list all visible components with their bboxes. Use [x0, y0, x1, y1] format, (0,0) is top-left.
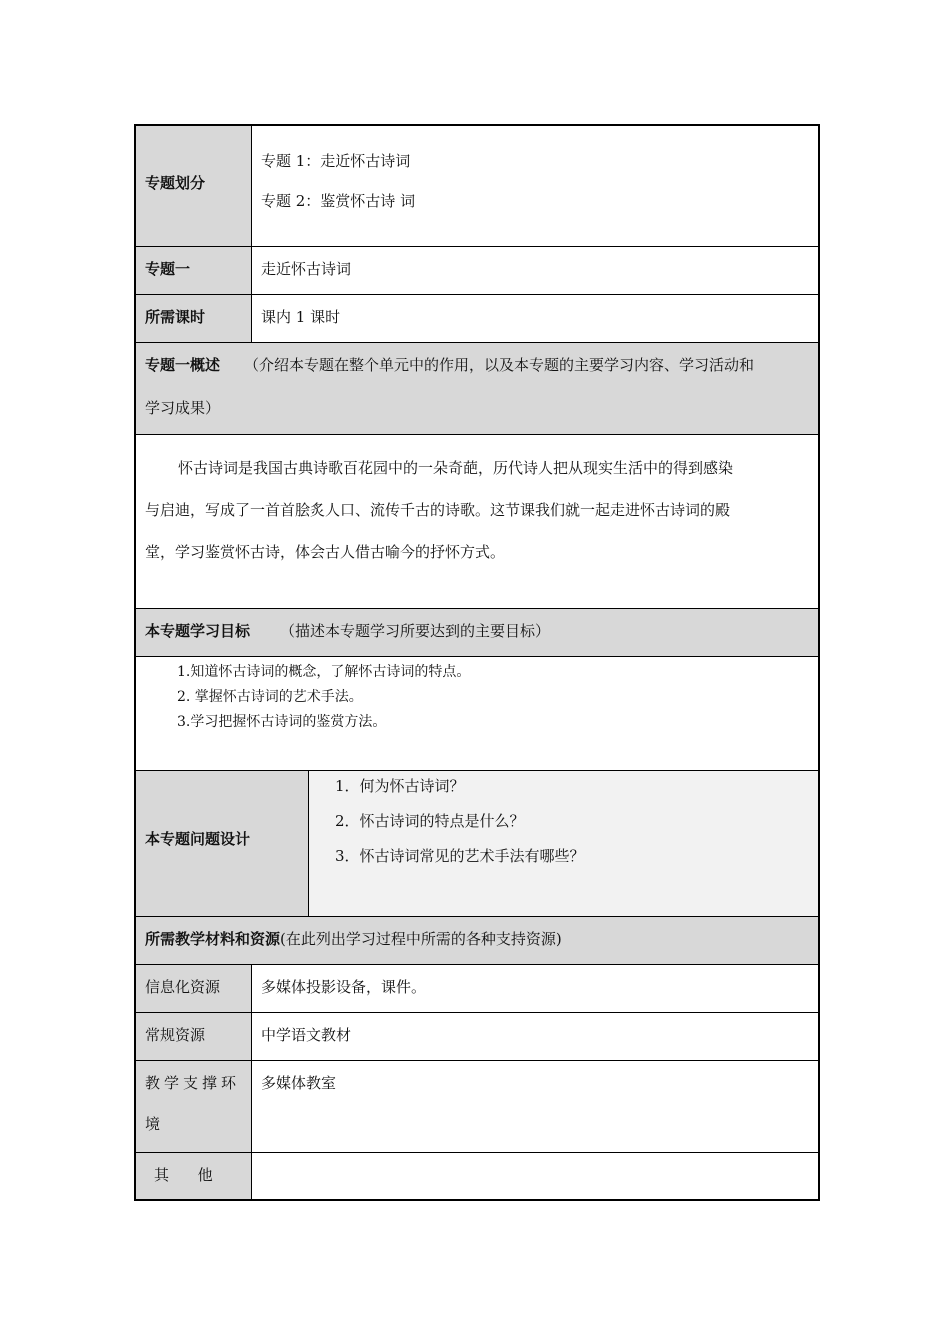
row-goals-list	[136, 657, 818, 771]
resources-label	[145, 928, 562, 949]
goals-hint: （描述本专题学习所要达到的主要目标）	[280, 622, 551, 640]
resource-environment-label-line1: 教学支撑环	[145, 1074, 241, 1092]
resource-environment-label-line2: 境	[145, 1115, 161, 1133]
resource-digital-label-cell	[136, 965, 252, 1012]
row-overview-header	[136, 343, 818, 435]
overview-body-line2: 与启迪，写成了一首首脍炙人口、流传千古的诗歌。这节课我们就一起走进怀古诗词的殿	[145, 501, 731, 519]
row-overview-body	[136, 435, 818, 609]
question-item-2: 2．怀古诗词的特点是什么？	[335, 812, 525, 830]
topic-one-value: 走近怀古诗词	[261, 260, 352, 278]
questions-label: 本专题问题设计	[145, 830, 251, 848]
row-goals-header	[136, 609, 818, 657]
resource-environment-label-cell	[136, 1061, 252, 1152]
resource-digital-value: 多媒体投影设备，课件。	[261, 978, 427, 996]
lesson-plan-table	[134, 124, 820, 1201]
row-topic-division	[136, 124, 818, 247]
resource-regular-value-cell	[252, 1013, 818, 1060]
resource-other-label: 其 他	[154, 1166, 213, 1184]
row-resources-header	[136, 917, 818, 965]
overview-label: 专题一概述	[145, 356, 221, 374]
resource-environment-value: 多媒体教室	[261, 1074, 337, 1092]
topic-one-value-cell	[252, 247, 818, 294]
resource-regular-label: 常规资源	[145, 1026, 206, 1044]
overview-hint-line1: （介绍本专题在整个单元中的作用，以及本专题的主要学习内容、学习活动和	[244, 356, 755, 374]
question-item-3: 3．怀古诗词常见的艺术手法有哪些？	[335, 847, 585, 865]
questions-list-cell	[309, 771, 818, 916]
row-topic-one	[136, 247, 818, 295]
row-class-hours	[136, 295, 818, 343]
row-resource-other	[136, 1153, 818, 1201]
row-resource-regular	[136, 1013, 818, 1061]
goal-item-1: 1.知道怀古诗词的概念，了解怀古诗词的特点。	[177, 664, 471, 680]
topic-one-label-cell	[136, 247, 252, 294]
topic-division-label: 专题划分	[145, 174, 206, 192]
topic-division-item-2: 专题 2：鉴赏怀古诗 词	[261, 192, 416, 210]
class-hours-label-cell	[136, 295, 252, 342]
topic-one-label: 专题一	[145, 260, 191, 278]
class-hours-value-cell	[252, 295, 818, 342]
resources-hint: (在此列出学习过程中所需的各种支持资源)	[280, 930, 562, 948]
topic-division-value-cell	[252, 126, 818, 246]
resource-regular-value: 中学语文教材	[261, 1026, 352, 1044]
row-questions	[136, 771, 818, 917]
overview-body-line1: 怀古诗词是我国古典诗歌百花园中的一朵奇葩，历代诗人把从现实生活中的得到感染	[178, 459, 734, 477]
resources-label-text: 所需教学材料和资源	[145, 930, 281, 948]
question-item-1: 1．何为怀古诗词？	[335, 777, 465, 795]
goal-item-2: 2. 掌握怀古诗词的艺术手法。	[177, 689, 363, 705]
row-resource-digital	[136, 965, 818, 1013]
row-resource-environment	[136, 1061, 818, 1153]
overview-hint-line2: 学习成果）	[145, 399, 221, 417]
class-hours-label: 所需课时	[145, 308, 206, 326]
topic-division-label-cell	[136, 126, 252, 246]
goals-label: 本专题学习目标	[145, 622, 251, 640]
questions-label-cell	[136, 771, 309, 916]
topic-division-item-1: 专题 1：走近怀古诗词	[261, 152, 411, 170]
resource-environment-value-cell	[252, 1061, 818, 1152]
resource-other-value-cell	[252, 1153, 818, 1199]
resource-digital-label: 信息化资源	[145, 978, 221, 996]
resource-other-label-cell	[136, 1153, 252, 1199]
overview-body-line3: 堂，学习鉴赏怀古诗，体会古人借古喻今的抒怀方式。	[145, 543, 506, 561]
goal-item-3: 3.学习把握怀古诗词的鉴赏方法。	[177, 714, 387, 730]
resource-digital-value-cell	[252, 965, 818, 1012]
resource-regular-label-cell	[136, 1013, 252, 1060]
class-hours-value: 课内 1 课时	[261, 308, 341, 326]
